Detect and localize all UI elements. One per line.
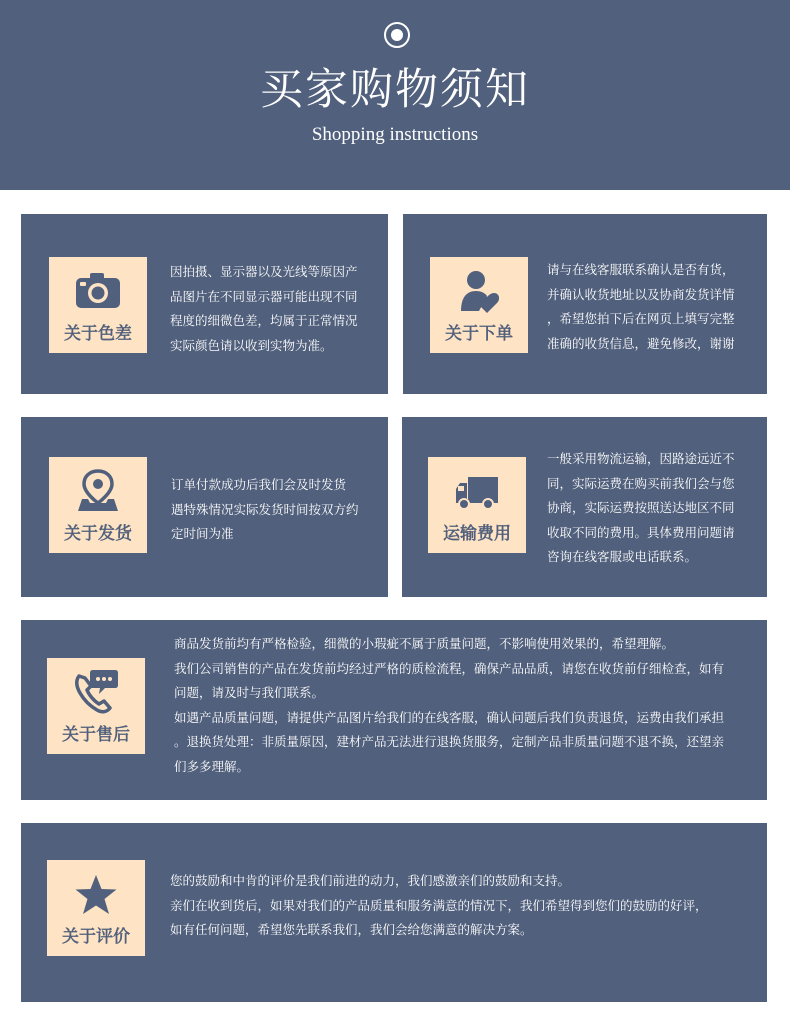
review-line: 亲们在收到货后，如果对我们的产品质量和服务满意的情况下，我们希望得到您们的鼓励的好评， <box>170 897 708 913</box>
freight-text <box>547 447 735 570</box>
freight-line: 一般采用物流运输，因路途远近不 <box>547 451 735 466</box>
after-sale-badge <box>47 658 145 754</box>
after-sale-badge-label: 关于售后 <box>62 725 130 745</box>
order-line: ，希望您拍下后在网页上填写完整 <box>547 311 735 326</box>
location-pin-icon <box>76 469 120 513</box>
after-sale-line: 商品发货前均有严格检验，细微的小瑕疵不属于质量问题，不影响使用效果的，希望理解。 <box>174 636 675 651</box>
shipping-line: 定时间为准 <box>171 526 234 541</box>
freight-line: 收取不同的费用。具体费用问题请 <box>547 524 735 540</box>
shipping-badge <box>49 457 147 553</box>
truck-icon <box>454 475 500 511</box>
color-difference-panel <box>21 214 388 394</box>
review-line: 您的鼓励和中肯的评价是我们前进的动力，我们感激亲们的鼓励和支持。 <box>170 873 571 888</box>
color-difference-line: 实际颜色请以收到实物为准。 <box>170 337 333 353</box>
review-text <box>170 869 708 943</box>
order-badge <box>430 257 528 353</box>
color-difference-line: 品图片在不同显示器可能出现不同 <box>170 288 358 304</box>
review-panel <box>21 823 767 1002</box>
order-badge-label: 关于下单 <box>445 324 513 344</box>
color-difference-line: 因拍摄、显示器以及光线等原因产 <box>170 264 358 279</box>
shipping-line: 遇特殊情况实际发货时间按双方约 <box>171 501 359 517</box>
order-line: 准确的收货信息，避免修改，谢谢 <box>547 335 735 351</box>
shipping-text <box>171 473 359 547</box>
after-sale-line: 。退换货处理：非质量原因，建材产品无法进行退换货服务，定制产品非质量问题不退不换，还望亲 <box>174 734 725 749</box>
freight-badge <box>428 457 526 553</box>
after-sale-line: 问题，请及时与我们联系。 <box>174 685 325 700</box>
order-text <box>547 258 735 356</box>
phone-chat-icon <box>73 668 119 714</box>
color-difference-badge-label: 关于色差 <box>64 324 132 344</box>
after-sale-text <box>174 632 724 779</box>
shipping-badge-label: 关于发货 <box>64 524 132 544</box>
freight-line: 协商，实际运费按照送达地区不同 <box>547 500 735 515</box>
user-heart-icon <box>459 269 499 315</box>
color-difference-text <box>170 260 358 358</box>
after-sale-line: 们多多理解。 <box>174 758 250 774</box>
order-line: 并确认收货地址以及协商发货详情 <box>547 286 735 302</box>
page-title: 买家购物须知 <box>260 65 530 115</box>
page-subtitle: Shopping instructions <box>311 124 479 145</box>
order-line: 请与在线客服联系确认是否有货， <box>547 262 735 277</box>
color-difference-line: 程度的细微色差，均属于正常情况 <box>170 313 358 328</box>
target-logo-icon <box>384 22 410 48</box>
camera-icon <box>74 271 122 311</box>
star-icon <box>74 874 118 916</box>
shipping-line: 订单付款成功后我们会及时发货 <box>171 477 347 492</box>
freight-line: 同，实际运费在购买前我们会与您 <box>547 475 735 491</box>
color-difference-badge <box>49 257 147 353</box>
freight-line: 咨询在线客服或电话联系。 <box>547 549 698 564</box>
review-badge <box>47 860 145 956</box>
review-badge-label: 关于评价 <box>62 927 130 947</box>
order-panel <box>403 214 767 394</box>
after-sale-line: 我们公司销售的产品在发货前均经过严格的质检流程，确保产品品质，请您在收货前仔细检查，如有 <box>174 660 725 676</box>
after-sale-panel <box>21 620 767 800</box>
freight-badge-label: 运输费用 <box>443 524 511 544</box>
shipping-panel <box>21 417 388 597</box>
freight-panel <box>402 417 767 597</box>
page-header <box>0 0 790 190</box>
review-line: 如有任何问题，希望您先联系我们，我们会给您满意的解决方案。 <box>170 922 533 937</box>
after-sale-line: 如遇产品质量问题，请提供产品图片给我们的在线客服，确认问题后我们负责退货，运费由我们承担 <box>174 709 725 725</box>
